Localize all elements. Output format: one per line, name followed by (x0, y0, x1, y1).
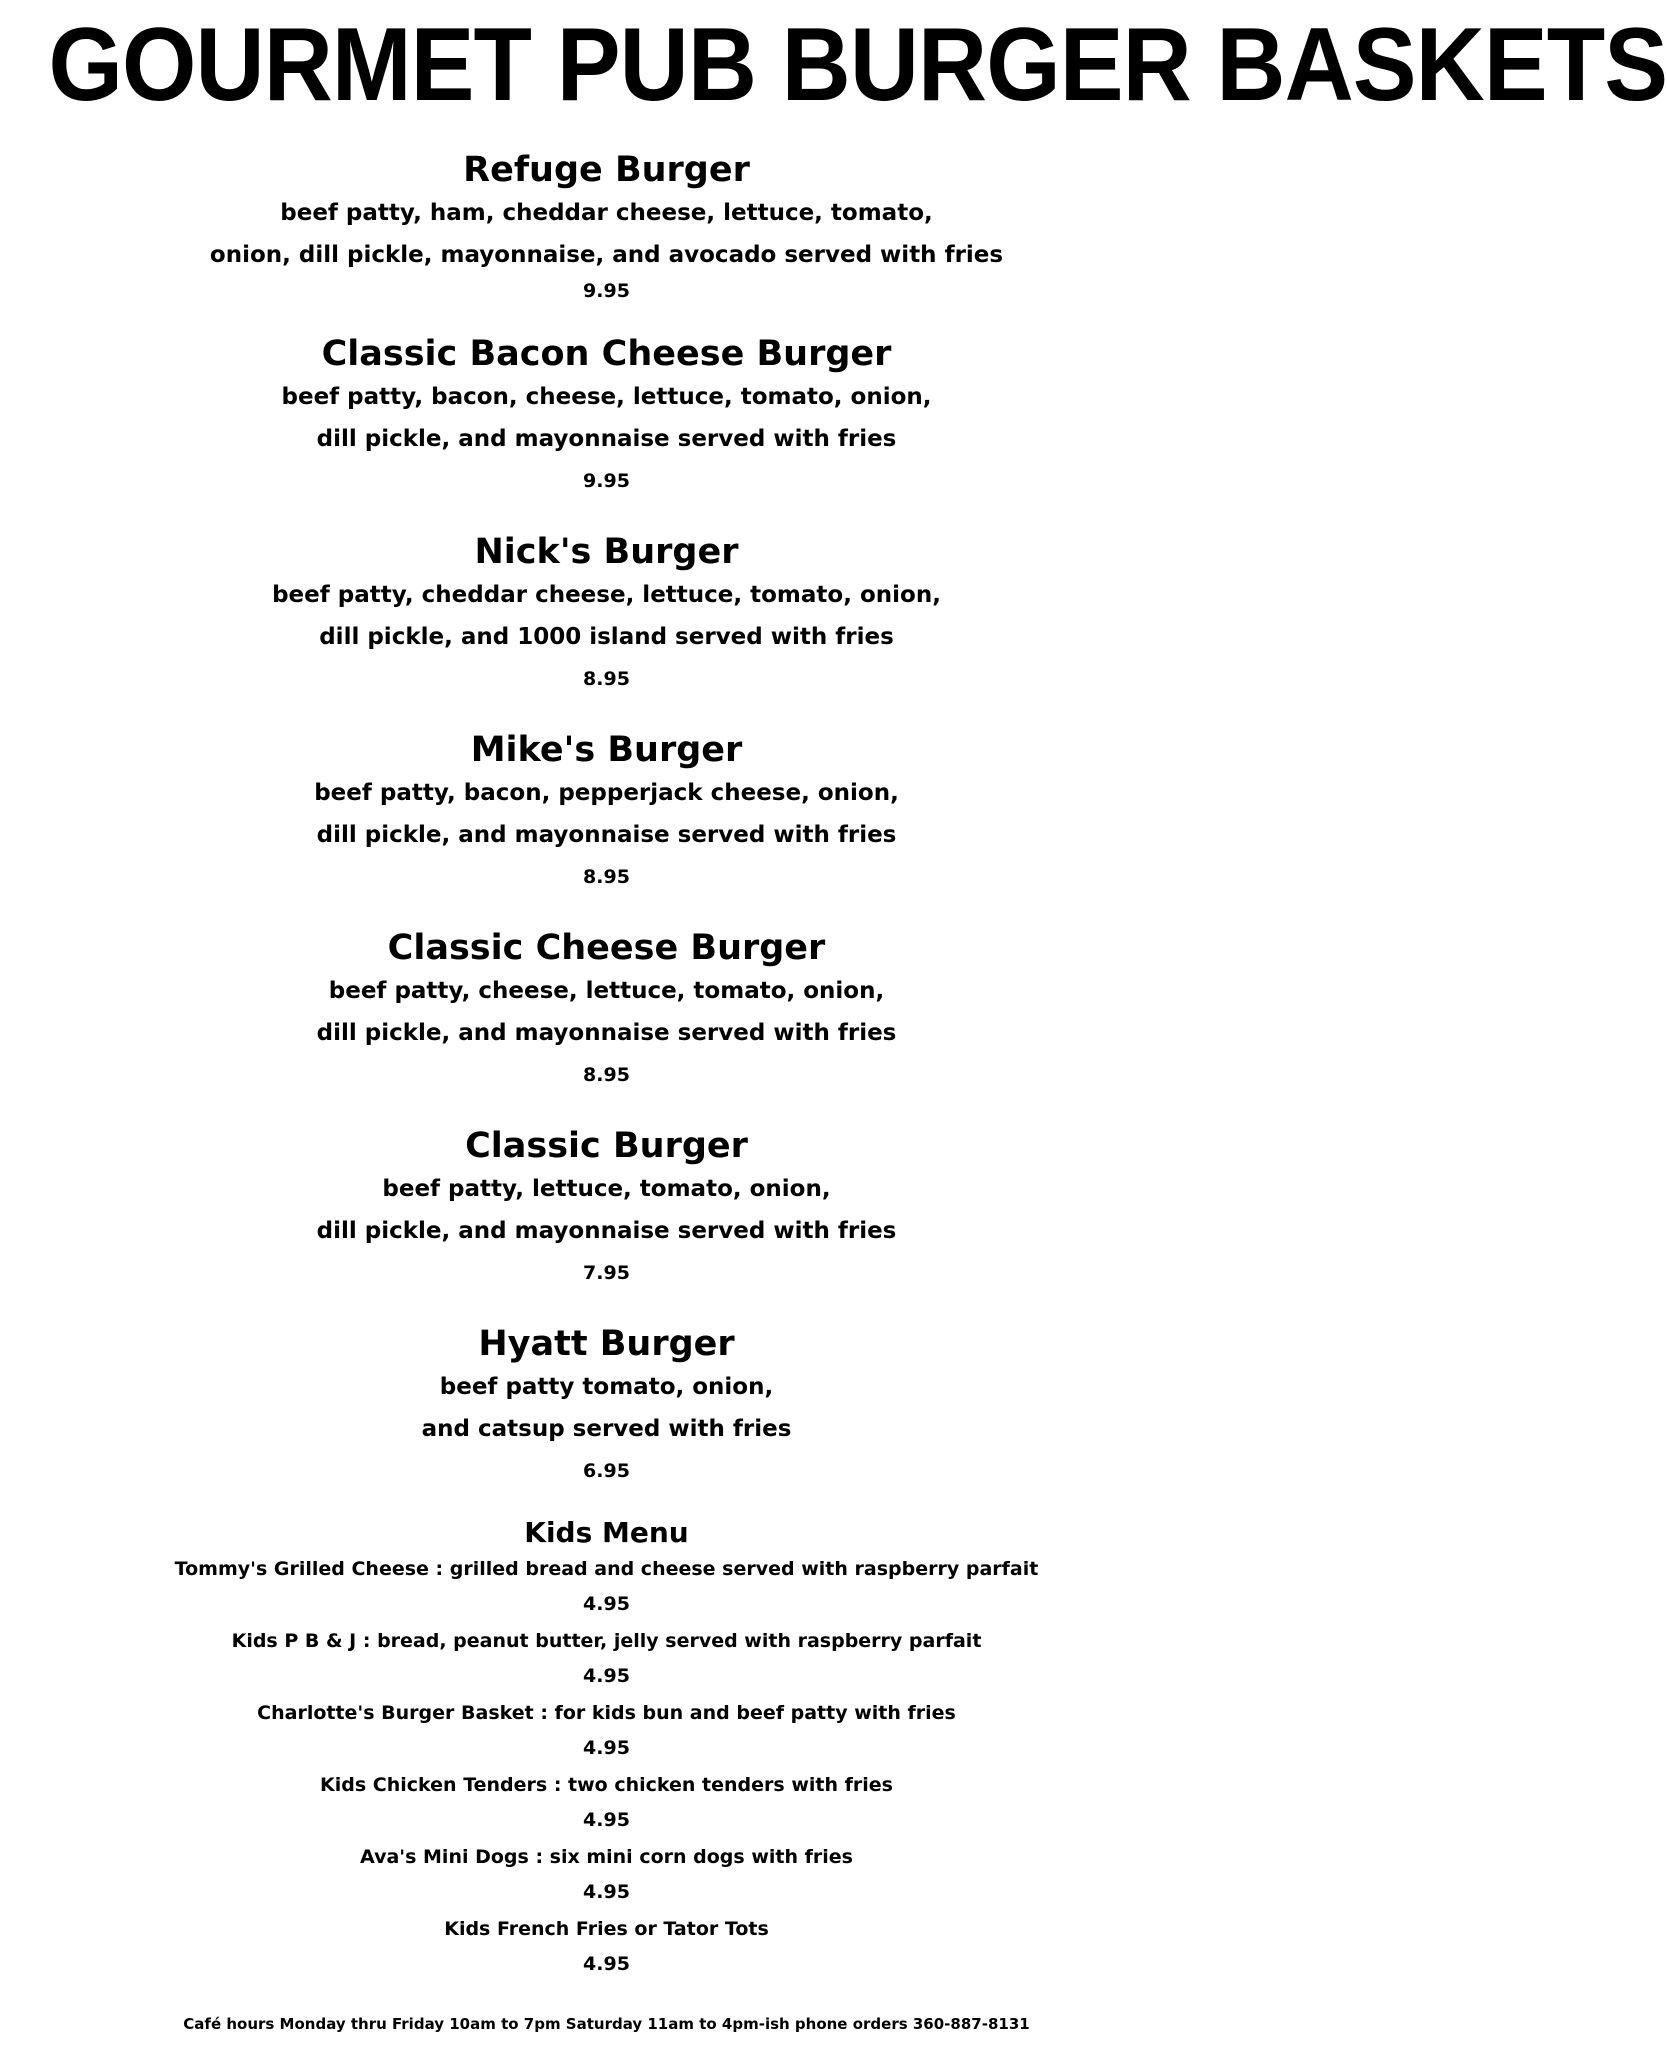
item-description (0, 376, 1213, 460)
item-description-line: and catsup served with fries (421, 1416, 792, 1442)
item-description-line: beef patty, cheese, lettuce, tomato, onion, (328, 978, 885, 1004)
item-name: Classic Cheese Burger (387, 928, 826, 968)
kids-item-description: Ava's Mini Dogs : six mini corn dogs with fries (360, 1846, 853, 1868)
item-description-line: beef patty, ham, cheddar cheese, lettuce, tomato, (280, 200, 933, 226)
item-description-line: dill pickle, and 1000 island served with fries (319, 624, 894, 650)
kids-item-description: Kids Chicken Tenders : two chicken tenders with fries (320, 1774, 893, 1796)
item-price: 9.95 (583, 470, 630, 492)
item-name: Refuge Burger (463, 150, 750, 190)
menu-item (0, 530, 1213, 694)
item-price: 9.95 (583, 280, 630, 302)
menu-item (0, 728, 1213, 892)
menu-item (0, 926, 1213, 1090)
kids-item-price: 4.95 (583, 1953, 630, 1975)
kids-item-description: Tommy's Grilled Cheese : grilled bread and cheese served with raspberry parfait (174, 1558, 1039, 1580)
item-description-line: dill pickle, and mayonnaise served with fries (316, 426, 897, 452)
item-description-line: onion, dill pickle, mayonnaise, and avocado served with fries (209, 242, 1004, 268)
item-description (0, 192, 1213, 276)
item-price: 6.95 (583, 1460, 630, 1482)
item-price: 8.95 (583, 1064, 630, 1086)
kids-menu-item (0, 1624, 1213, 1694)
item-description (0, 772, 1213, 856)
kids-item-price: 4.95 (583, 1593, 630, 1615)
menu-item (0, 1322, 1213, 1486)
kids-item-price: 4.95 (583, 1809, 630, 1831)
kids-menu-item (0, 1552, 1213, 1622)
item-description-line: dill pickle, and mayonnaise served with fries (316, 1218, 897, 1244)
item-name: Hyatt Burger (478, 1324, 735, 1364)
kids-item-description: Kids French Fries or Tator Tots (444, 1918, 769, 1940)
kids-menu-item (0, 1912, 1213, 1982)
item-description (0, 970, 1213, 1054)
kids-menu-heading: Kids Menu (524, 1516, 689, 1549)
item-description-line: beef patty, lettuce, tomato, onion, (382, 1176, 831, 1202)
item-description (0, 574, 1213, 658)
kids-item-price: 4.95 (583, 1737, 630, 1759)
kids-item-description: Kids P B & J : bread, peanut butter, jelly served with raspberry parfait (231, 1630, 982, 1652)
item-description-line: beef patty, bacon, cheese, lettuce, tomato, onion, (281, 384, 932, 410)
item-name: Nick's Burger (474, 532, 739, 572)
kids-item-price: 4.95 (583, 1665, 630, 1687)
item-name: Mike's Burger (470, 730, 743, 770)
kids-menu-item (0, 1696, 1213, 1766)
menu-title: GOURMET PUB BURGER BASKETS (48, 7, 1667, 123)
kids-item-description: Charlotte's Burger Basket : for kids bun and beef patty with fries (257, 1702, 956, 1724)
cafe-hours-footer: Café hours Monday thru Friday 10am to 7pm Saturday 11am to 4pm-ish phone orders 360-887-8131 (183, 2015, 1030, 2033)
item-description-line: dill pickle, and mayonnaise served with fries (316, 1020, 897, 1046)
menu-item (0, 148, 1213, 306)
item-name: Classic Burger (465, 1126, 748, 1166)
kids-menu-item (0, 1768, 1213, 1838)
item-price: 8.95 (583, 866, 630, 888)
kids-menu-item (0, 1840, 1213, 1910)
item-name: Classic Bacon Cheese Burger (321, 334, 892, 374)
item-description-line: beef patty, bacon, pepperjack cheese, onion, (314, 780, 899, 806)
item-description (0, 1168, 1213, 1252)
item-description-line: beef patty tomato, onion, (439, 1374, 774, 1400)
item-description (0, 1366, 1213, 1450)
item-price: 7.95 (583, 1262, 630, 1284)
item-price: 8.95 (583, 668, 630, 690)
item-description-line: beef patty, cheddar cheese, lettuce, tomato, onion, (272, 582, 941, 608)
item-description-line: dill pickle, and mayonnaise served with fries (316, 822, 897, 848)
kids-item-price: 4.95 (583, 1881, 630, 1903)
menu-item (0, 1124, 1213, 1288)
menu-item (0, 332, 1213, 496)
